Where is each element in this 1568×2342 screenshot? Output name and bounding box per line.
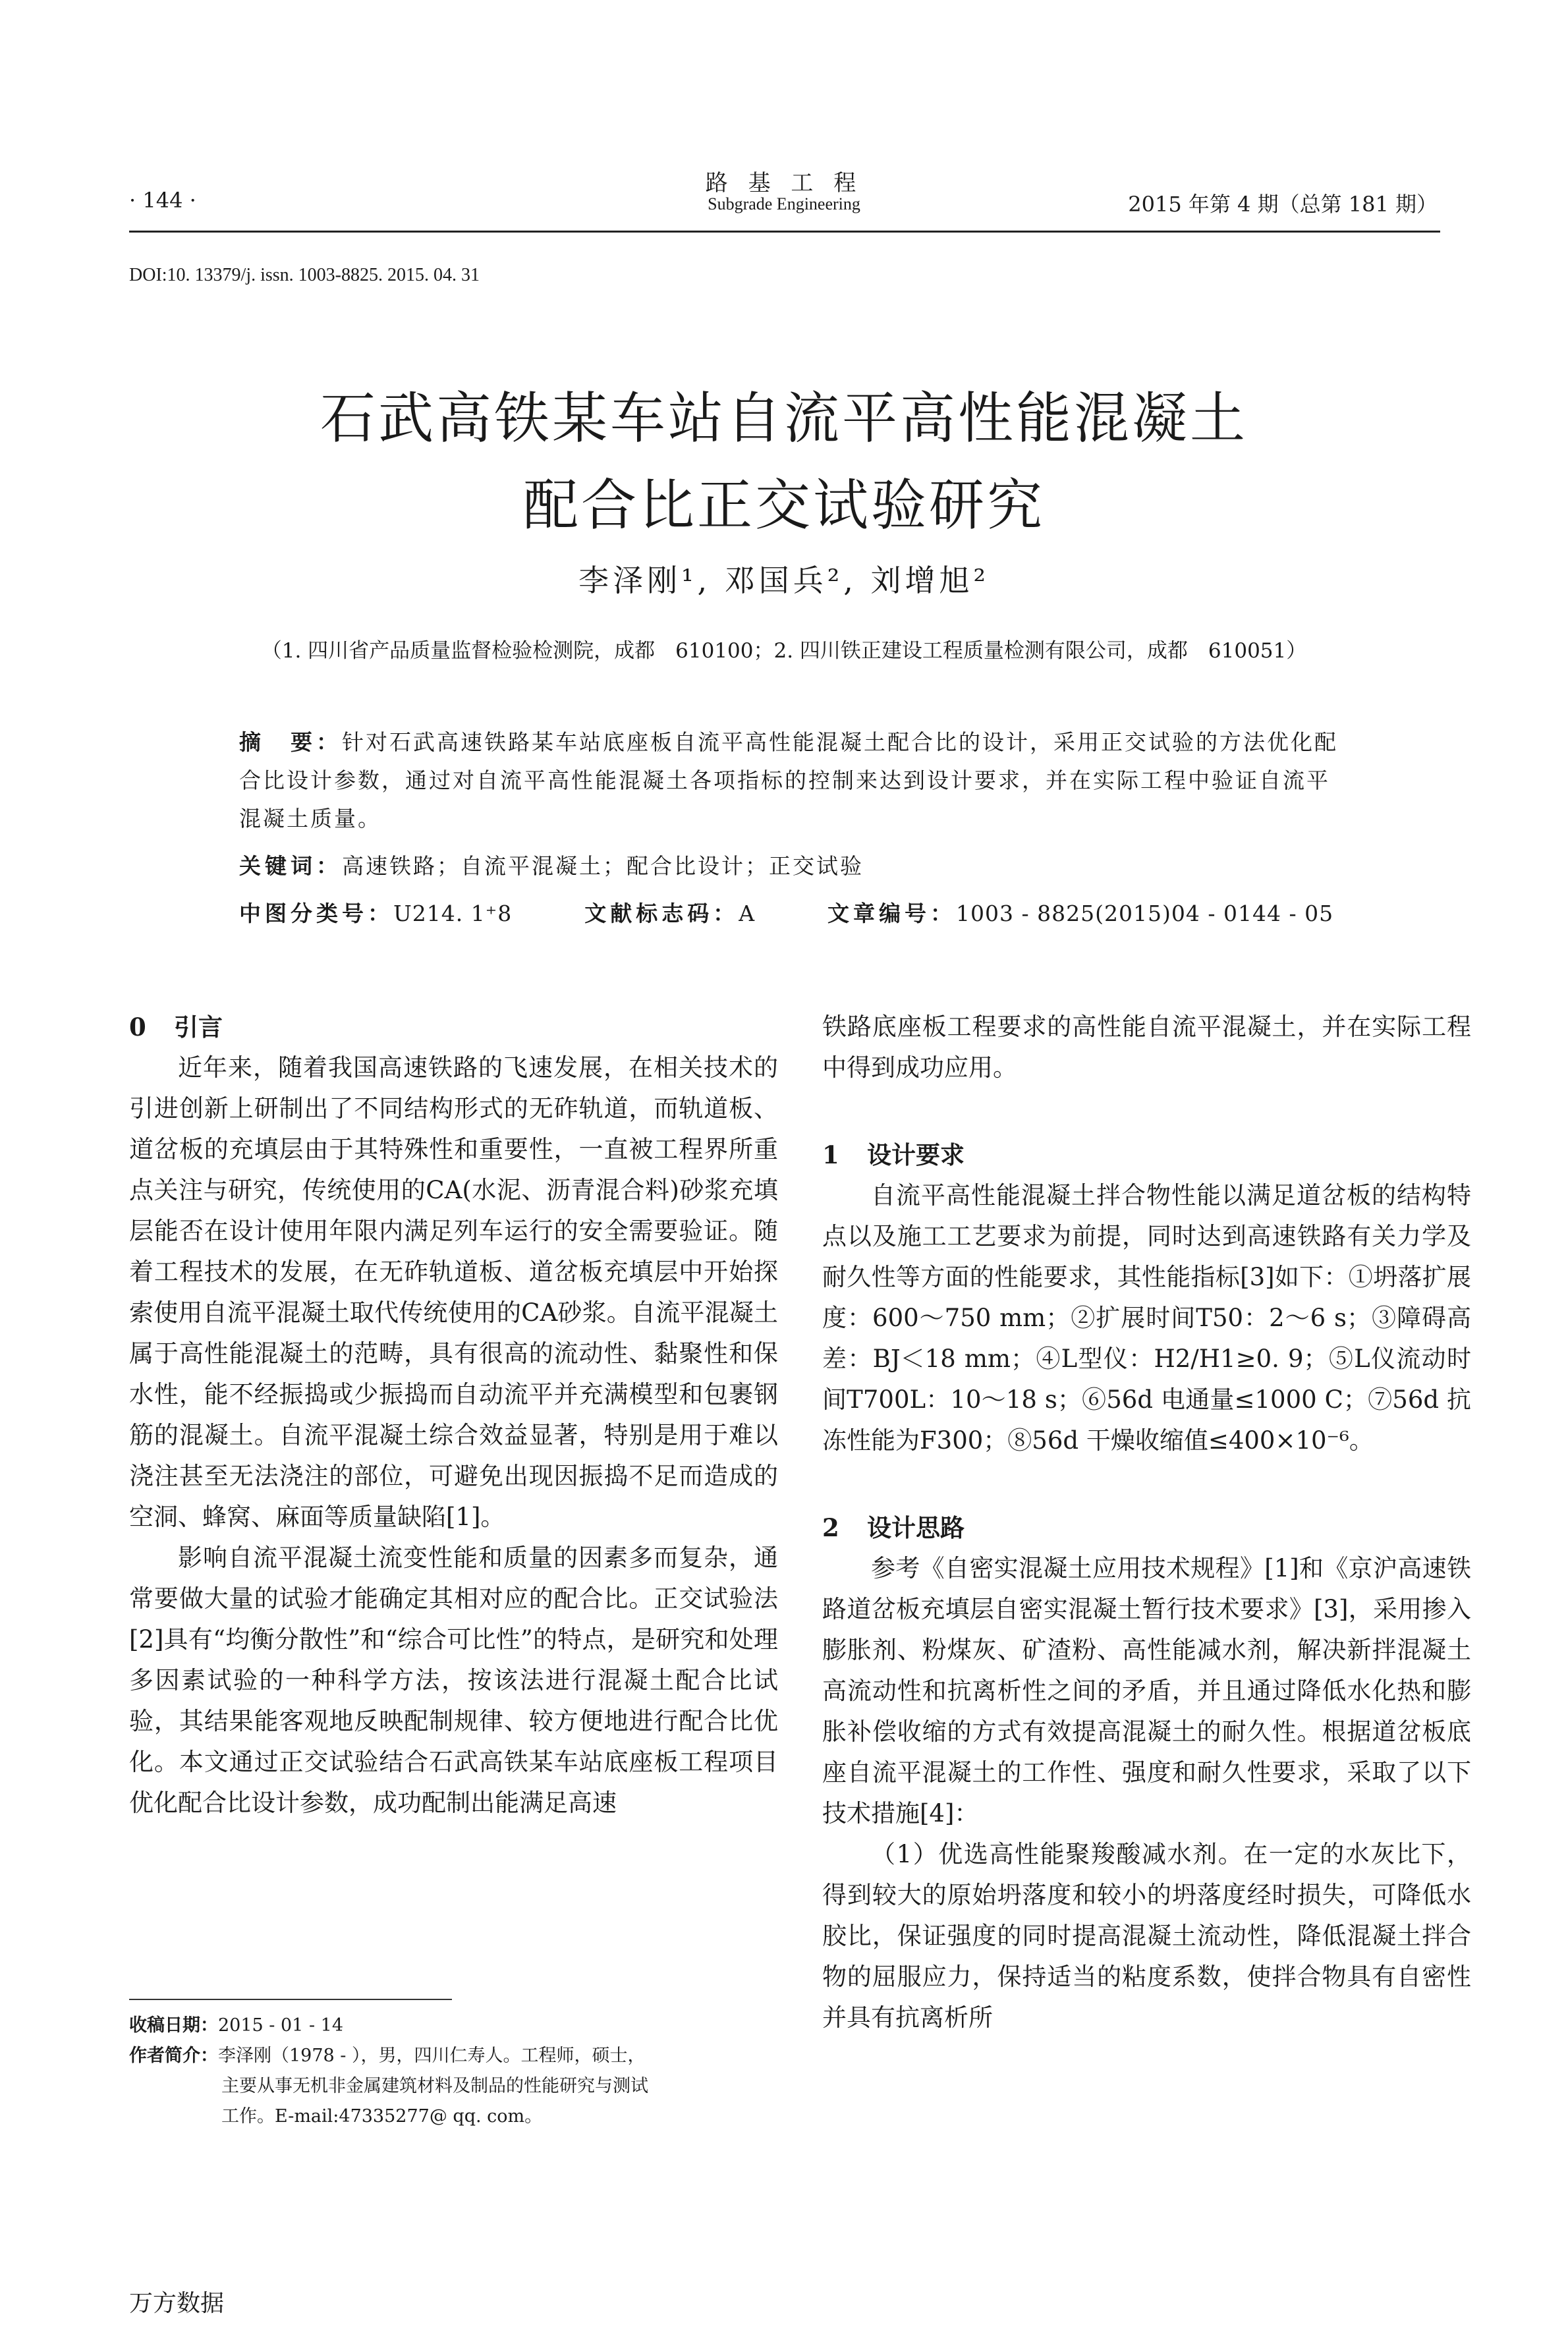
section-number: 1 bbox=[822, 1140, 839, 1169]
paragraph: （1）优选高性能聚羧酸减水剂。在一定的水灰比下，得到较大的原始坍落度和较小的坍落度经时损失，可降低水胶比，保证强度的同时提高混凝土流动性，降低混凝土拌合物的屈服应力，保持适当的粘度系数，使拌合物具有自密性并具有抗离析所 bbox=[822, 1840, 1471, 2032]
bio-line: 工作。E-mail:47335277@ qq. com。 bbox=[221, 2106, 543, 2127]
section-number: 2 bbox=[822, 1513, 839, 1542]
section-title: 引言 bbox=[174, 1013, 223, 1042]
affiliations: （1. 四川省产品质量监督检验检测院，成都 610100；2. 四川铁正建设工程质量检测有限公司，成都 610051） bbox=[261, 639, 1307, 663]
issue-info: 2015 年第 4 期（总第 181 期） bbox=[1128, 192, 1438, 217]
page-number: · 144 · bbox=[129, 188, 196, 213]
left-column bbox=[129, 1007, 778, 1824]
abstract-text: 针对石武高速铁路某车站底座板自流平高性能混凝土配合比的设计，采用正交试验的方法优化配合比设计参数，通过对自流平高性能混凝土各项指标的控制来达到设计要求，并在实际工程中验证自流平混凝土质量。 bbox=[239, 729, 1338, 831]
keywords bbox=[239, 847, 1346, 885]
paragraph: 参考《自密实混凝土应用技术规程》[1]和《京沪高速铁路道岔板充填层自密实混凝土暂行技术要求》[3]，采用掺入膨胀剂、粉煤灰、矿渣粉、高性能减水剂，解决新拌混凝土高流动性和抗离析性之间的矛盾，并且通过降低水化热和膨胀补偿收缩的方式有效提高混凝土的耐久性。根据道岔板底座自流平混凝土的工作性、强度和耐久性要求，采取了以下技术措施[4]： bbox=[822, 1554, 1471, 1827]
paragraph-continued: 铁路底座板工程要求的高性能自流平混凝土，并在实际工程中得到成功应用。 bbox=[822, 1013, 1471, 1082]
section-heading-intro bbox=[129, 1007, 778, 1047]
received-label: 收稿日期： bbox=[129, 2015, 218, 2036]
classification-row bbox=[239, 895, 1346, 933]
bio-line: 李泽刚（1978 - ），男，四川仁寿人。工程师，硕士， bbox=[218, 2046, 646, 2066]
art-label: 文章编号： bbox=[827, 901, 957, 926]
bio-line: 主要从事无机非金属建筑材料及制品的性能研究与测试 bbox=[221, 2076, 648, 2096]
author-bio bbox=[129, 2041, 781, 2071]
art-value: 1003 - 8825(2015)04 - 0144 - 05 bbox=[956, 901, 1334, 926]
section-title: 设计要求 bbox=[867, 1140, 965, 1169]
paragraph: 影响自流平混凝土流变性能和质量的因素多而复杂，通常要做大量的试验才能确定其相对应的配合比。正交试验法[2]具有“均衡分散性”和“综合可比性”的特点，是研究和处理多因素试验的一种科学方法，按该法进行混凝土配合比试验，其结果能客观地反映配制规律、较方便地进行配合比优化。本文通过正交试验结合石武高铁某车站底座板工程项目优化配合比设计参数，成功配制出能满足高速 bbox=[129, 1544, 778, 1817]
keywords-text: 高速铁路；自流平混凝土；配合比设计；正交试验 bbox=[342, 853, 864, 879]
section-title: 设计思路 bbox=[867, 1513, 965, 1542]
article-number bbox=[827, 895, 1333, 933]
abstract bbox=[239, 723, 1346, 838]
journal-title: 路 基 工 程 bbox=[705, 170, 863, 196]
document-code bbox=[584, 895, 755, 933]
authors: 李泽刚¹, 邓国兵², 刘增旭² bbox=[578, 563, 990, 598]
section-number: 0 bbox=[129, 1013, 146, 1042]
paragraph: 自流平高性能混凝土拌合物性能以满足道岔板的结构特点以及施工工艺要求为前提，同时达到高速铁路有关力学及耐久性等方面的性能要求，其性能指标[3]如下：①坍落扩展度：600～750 mm；②扩展时间T50：2～6 s；③障碍高差：BJ＜18 mm；④L型仪：H2/H1≥0. 9；⑤L仪流动时间T700L：10～18 s；⑥56d 电通量≤1000 C；⑦56d 抗冻性能为F300；⑧56d 干燥收缩值≤400×10⁻⁶。 bbox=[822, 1181, 1471, 1455]
received-date bbox=[129, 2011, 781, 2041]
footnote bbox=[129, 2011, 781, 2132]
keywords-label: 关键词： bbox=[239, 853, 342, 879]
clc-label: 中图分类号： bbox=[239, 901, 393, 926]
bio-label: 作者简介： bbox=[129, 2046, 218, 2066]
clc-code bbox=[239, 895, 512, 933]
doc-value: A bbox=[739, 901, 756, 926]
paper-title-line2: 配合比正交试验研究 bbox=[522, 473, 1045, 538]
doi: DOI:10. 13379/j. issn. 1003-8825. 2015. 04. 31 bbox=[129, 265, 480, 285]
abstract-label: 摘 要： bbox=[239, 729, 342, 755]
section-heading-design-approach bbox=[822, 1507, 1471, 1548]
paragraph: 近年来，随着我国高速铁路的飞速发展，在相关技术的引进创新上研制出了不同结构形式的无砟轨道，而轨道板、道岔板的充填层由于其特殊性和重要性，一直被工程界所重点关注与研究，传统使用的CA(水泥、沥青混合料)砂浆充填层能否在设计使用年限内满足列车运行的安全需要验证。随着工程技术的发展，在无砟轨道板、道岔板充填层中开始探索使用自流平混凝土取代传统使用的CA砂浆。自流平混凝土属于高性能混凝土的范畴，具有很高的流动性、黏聚性和保水性，能不经振捣或少振捣而自动流平并充满模型和包裹钢筋的混凝土。自流平混凝土综合效益显著，特别是用于难以浇注甚至无法浇注的部位，可避免出现因振捣不足而造成的空洞、蜂窝、麻面等质量缺陷[1]。 bbox=[129, 1053, 778, 1531]
received-value: 2015 - 01 - 14 bbox=[218, 2015, 344, 2036]
paper-title-line1: 石武高铁某车站自流平高性能混凝土 bbox=[320, 386, 1248, 451]
header-divider bbox=[129, 231, 1440, 233]
abstract-block bbox=[239, 723, 1346, 933]
watermark: 万方数据 bbox=[129, 2290, 225, 2317]
doc-label: 文献标志码： bbox=[584, 901, 739, 926]
journal-title-en: Subgrade Engineering bbox=[708, 194, 860, 213]
footnote-divider bbox=[129, 1999, 452, 2000]
clc-value: U214. 1⁺8 bbox=[393, 901, 513, 926]
right-column bbox=[822, 1007, 1471, 2038]
section-heading-design-requirements bbox=[822, 1134, 1471, 1175]
